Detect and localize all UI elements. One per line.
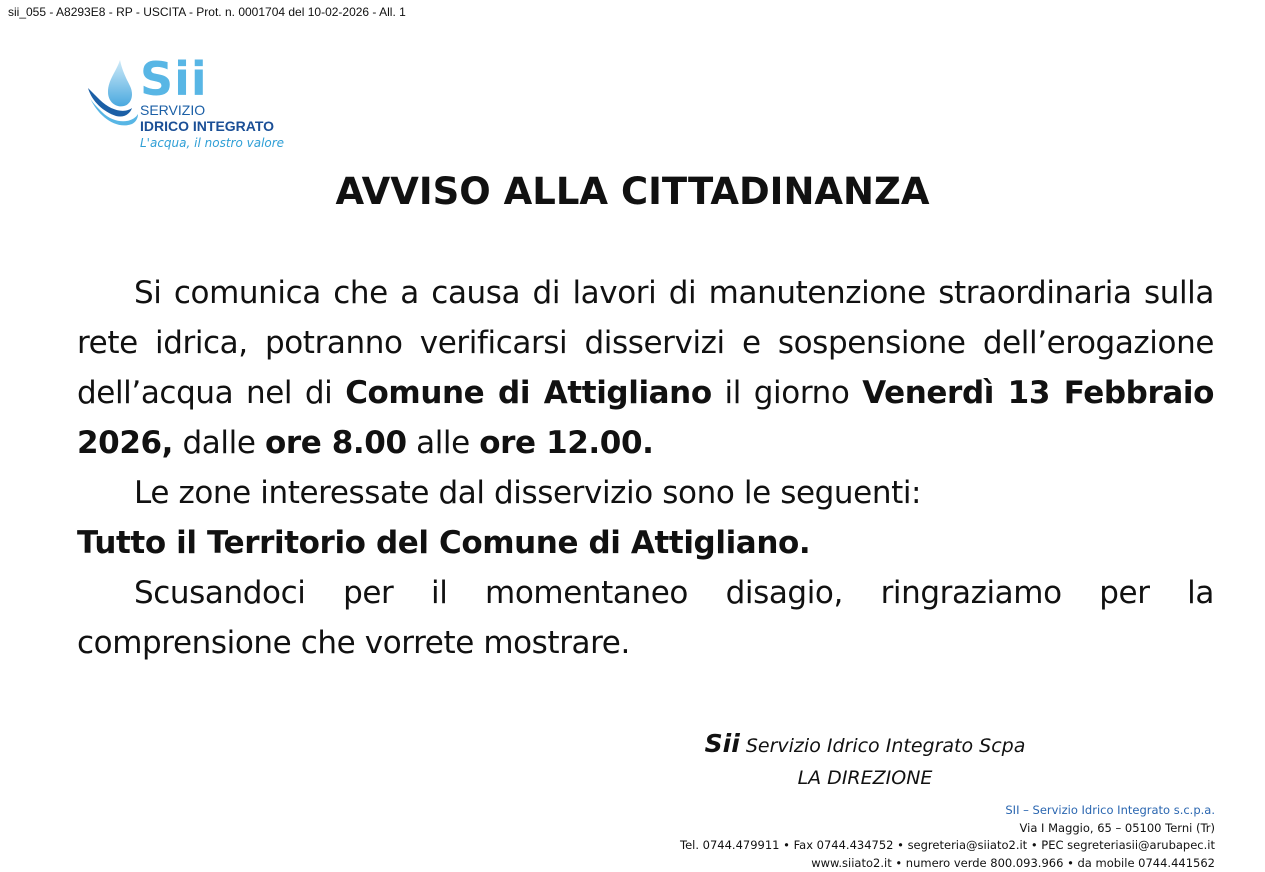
logo-line-2: IDRICO INTEGRATO: [140, 118, 275, 134]
signature-line-1: [600, 728, 1130, 762]
notice-paragraph-1: [77, 268, 1214, 468]
signature: [600, 728, 1130, 794]
notice-paragraph-4: Scusandoci per il momentaneo disagio, ringraziamo per la comprensione che vorrete mostrare.: [77, 575, 1214, 661]
comune-name: Comune di Attigliano: [345, 375, 712, 411]
footer-contacts: Tel. 0744.479911 • Fax 0744.434752 • segreteria@siiato2.it • PEC segreteriasii@arubapec.it: [680, 838, 1215, 852]
affected-zone-text: Tutto il Territorio del Comune di Attigliano.: [77, 525, 811, 561]
paragraph-1-alle: alle: [406, 425, 480, 461]
start-time: ore 8.00: [264, 425, 407, 461]
signature-direction: LA DIREZIONE: [797, 767, 933, 789]
notice-body: [77, 268, 1214, 668]
signature-company: Servizio Idrico Integrato Scpa: [739, 735, 1026, 757]
logo-brand: Sii: [140, 52, 208, 106]
notice-title: AVVISO ALLA CITTADINANZA: [335, 170, 930, 213]
signature-brand: Sii: [704, 729, 740, 758]
footer-address: Via I Maggio, 65 – 05100 Terni (Tr): [1019, 820, 1215, 835]
company-logo: [86, 52, 326, 158]
end-time: ore 12.00.: [479, 425, 654, 461]
protocol-header: sii_055 - A8293E8 - RP - USCITA - Prot. n. 0001704 del 10-02-2026 - All. 1: [8, 5, 406, 19]
water-drop-icon: [86, 58, 146, 138]
affected-zone: [77, 518, 1214, 568]
footer-company: SII – Servizio Idrico Integrato s.c.p.a.: [1005, 803, 1215, 817]
footer-web: www.siiato2.it • numero verde 800.093.966 • da mobile 0744.441562: [811, 855, 1215, 870]
footer: [680, 802, 1215, 872]
outage-date: Venerdì 13 Febbraio 2026,: [77, 375, 1215, 461]
logo-motto: L'acqua, il nostro valore: [140, 136, 285, 150]
paragraph-1-text: Si comunica che a causa di lavori di manutenzione straordinaria sulla rete idrica, potranno verificarsi disservizi e sospensione dell’erogazione dell’acqua nel di: [77, 275, 1214, 411]
logo-line-1: SERVIZIO: [140, 102, 206, 118]
paragraph-1-giorno: il giorno: [711, 375, 863, 411]
paragraph-1-dalle: dalle: [173, 425, 265, 461]
notice-paragraph-2: Le zone interessate dal disservizio sono le seguenti:: [134, 475, 922, 511]
